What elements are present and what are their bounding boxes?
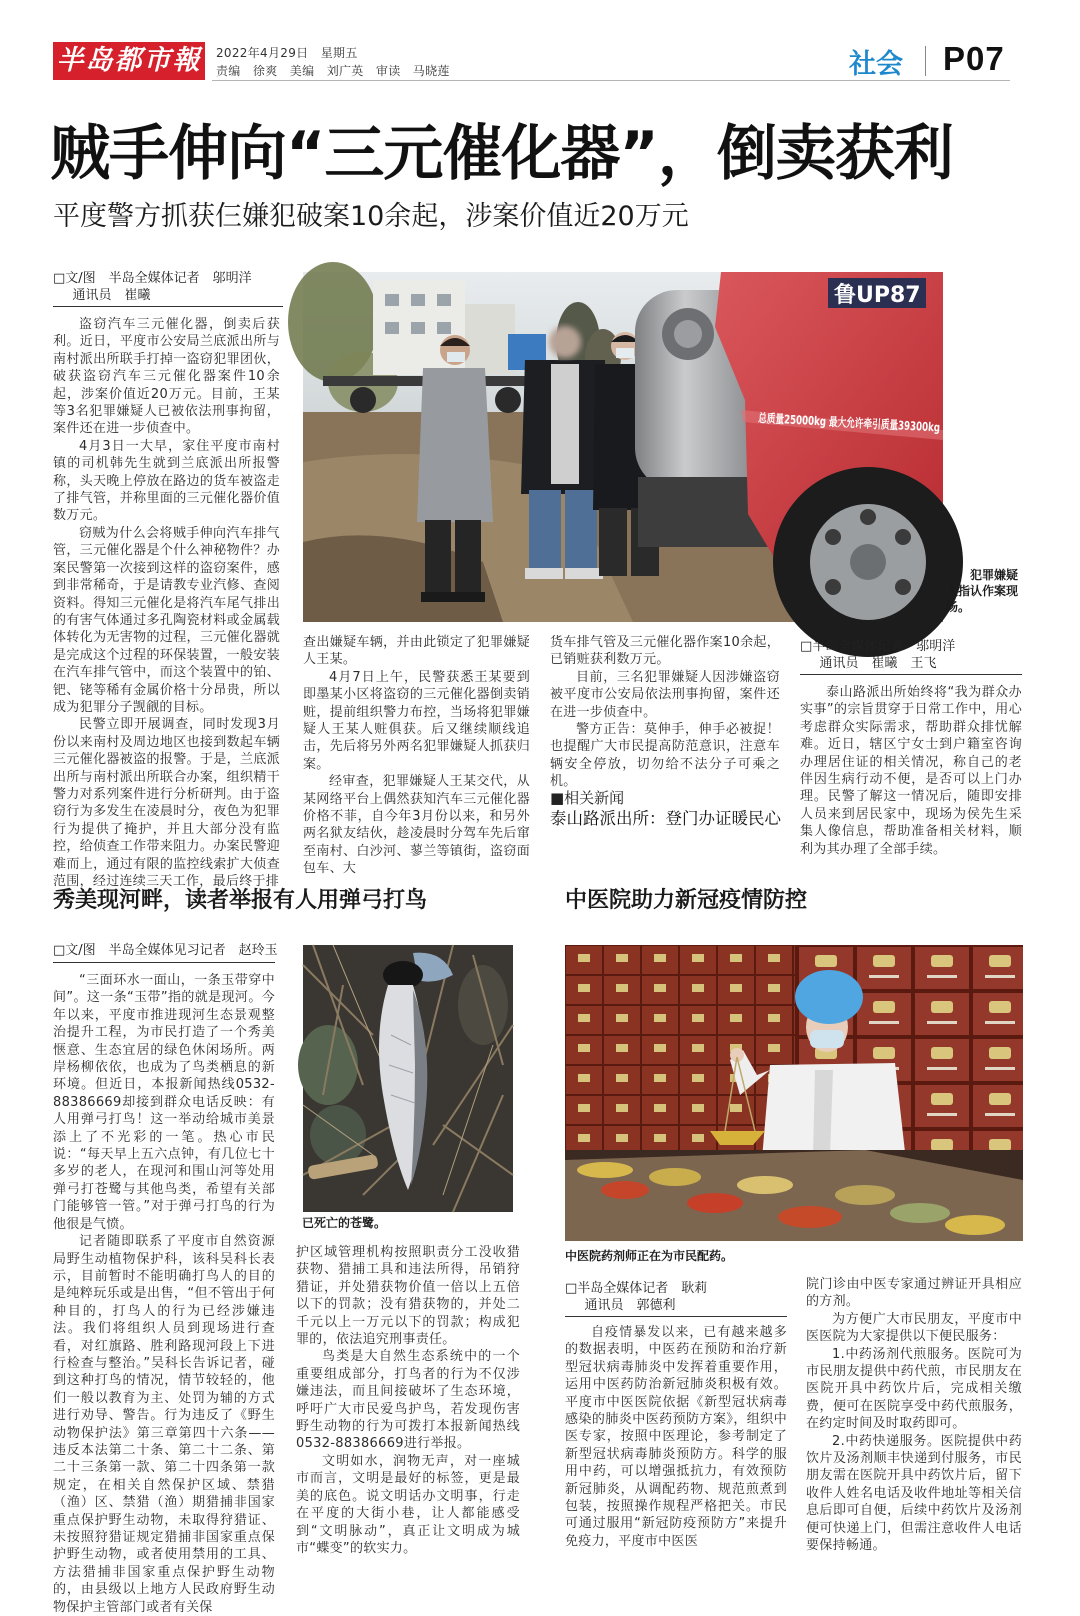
tcm-photo (565, 945, 1023, 1241)
paragraph: 4月3日一大早，家住平度市南村镇的司机韩先生就到兰底派出所报警称，头天晚上停放在路边的货车被盗走了排气管，并称里面的三元催化器价值数万元。 (53, 438, 280, 524)
paragraph: 盗窃汽车三元催化器，倒卖后获利。近日，平度市公安局兰底派出所与南村派出所联手打掉一盗窃犯罪团伙，破获盗窃汽车三元催化器案件10余起，涉案价值近20万元。目前，王某等3名犯罪嫌疑人已被依法刑事拘留，案件还在进一步侦查中。 (53, 317, 280, 437)
license-plate-text: 鲁UP87 (834, 283, 921, 308)
related-news-body (800, 684, 1022, 857)
byline-correspondent: 通讯员 郭德利 (584, 1298, 676, 1313)
byline-reporter: □文/图 半岛全媒体记者 邬明洋 (53, 271, 252, 286)
byline-correspondent: 通讯员 崔曦 王飞 (819, 656, 937, 671)
paragraph: 查出嫌疑车辆，并由此锁定了犯罪嫌疑人王某。 (303, 635, 530, 668)
tcm-story-byline (565, 1280, 787, 1314)
editor-credits: 责编 徐爽 美编 刘广英 审读 马晓莲 (216, 64, 450, 78)
byline-reporter: □半岛全媒体记者 耿莉 (565, 1281, 708, 1296)
paragraph: 1.中药汤剂代煎服务。医院可为市民朋友提供中药代煎，市民朋友在医院开具中药饮片后，完成相关缴费，便可在医院享受中药代煎服务，在约定时间及时取药即可。 (806, 1346, 1022, 1432)
paragraph: 记者随即联系了平度市自然资源局野生动植物保护科，该科吴科长表示，目前暂时不能明确打鸟人的目的是纯粹玩乐或是出售，“但不管出于何种目的，打鸟人的行为已经涉嫌违法。我们将组织人员到现场进行查看，对红旗路、胜利路现河段上下进行检查与整治。”吴科长告诉记者，碰到这种打鸟的情况，情节较轻的，他们一般以教育为主、处罚为辅的方式进行劝导、警告。行为违反了《野生动物保护法》第三章第四十六条——违反本法第二十条、第二十二条、第二十三条第一款、第二十四条第一款规定，在相关自然保护区域、禁猎（渔）区、禁猎（渔）期猎捕非国家重点保护野生动物，未取得狩猎证、未按照狩猎证规定猎捕非国家重点保护野生动物，或者使用禁用的工具、方法猎捕非国家重点保护野生动物的，由县级以上地方人民政府野生动物保护主管部门或者有关保 (53, 1234, 275, 1615)
paragraph: 院门诊由中医专家通过辨证开具相应的方剂。 (806, 1277, 1022, 1310)
tcm-photo-caption: 中医院药剂师正在为市民配药。 (565, 1249, 734, 1263)
page-number: P07 (943, 40, 1005, 77)
lead-subheadline: 平度警方抓获仨嫌犯破案10余起，涉案价值近20万元 (53, 201, 689, 232)
bird-column-2 (296, 1244, 520, 1564)
bird-photo-image (303, 945, 513, 1212)
paragraph: “三面环水一面山，一条玉带穿中间”。这一条“玉带”指的就是现河。今年以来，平度市推进现河生态景观整治提升工程，为市民打造了一个秀美惬意、生态宜居的绿色休闲场所。两岸杨柳依依，也成为了鸟类栖息的新环境。但近日，本报新闻热线0532-88386669却接到群众电话反映：有人用弹弓打鸟！这一举动给城市美景添上了不光彩的一笔。热心市民说：“每天早上五六点钟，有几位七十多岁的老人，在现河和围山河等处用弹弓打苍鹭与其他鸟类，希望有关部门能够管一管。”对于弹弓打鸟的行为他很是气愤。 (53, 973, 275, 1232)
issue-date: 2022年4月29日 星期五 (216, 46, 358, 60)
paragraph: 窃贼为什么会将贼手伸向汽车排气管，三元催化器是个什么神秘物件？办案民警第一次接到这样的盗窃案件，感到非常稀奇，于是请教专业汽修、查阅资料。得知三元催化是将汽车尾气排出的有害气体通过多孔陶瓷材料或金属载体转化为无害物的过程，三元催化器就是完成这个过程的环保装置，一般安装在汽车排气管中，而这个装置中的铂、钯、铑等稀有金属价格十分昂贵，所以成为犯罪分子觊觎的目标。 (53, 525, 280, 715)
paragraph: 货车排气管及三元催化器作案10余起，已销赃获利数万元。 (550, 635, 780, 668)
surgical-cap (795, 970, 863, 1024)
paragraph: 经审查，犯罪嫌疑人王某交代，从某网络平台上偶然获知汽车三元催化器价格不菲，自今年3月份以来，和另外两名狱友结伙，趁凌晨时分驾车先后窜至南村、白沙河、蓼兰等镇街，盗窃面包车、大 (303, 774, 530, 877)
related-byline (800, 638, 1022, 672)
byline-rule (53, 962, 275, 963)
lead-photo-caption: 犯罪嫌疑人指认作案现场。 (946, 568, 1019, 614)
byline-correspondent: 通讯员 崔曦 (72, 288, 151, 303)
paragraph: 目前，三名犯罪嫌疑人因涉嫌盗窃被平度市公安局依法刑事拘留，案件还在进一步侦查中。 (550, 669, 780, 720)
byline-rule (53, 306, 283, 307)
lead-column-1 (53, 316, 280, 889)
paragraph: 护区域管理机构按照职责分工没收猎获物、猎捕工具和违法所得，吊销狩猎证，并处猎获物价值一倍以上五倍以下的罚款；没有猎获物的，并处二千元以上一万元以下的罚款；构成犯罪的，依法追究刑事责任。 (296, 1245, 520, 1348)
section-name: 社会 (849, 49, 903, 80)
byline-rule (565, 1316, 787, 1317)
related-news-label: ■相关新闻 (550, 789, 625, 807)
paragraph: 鸟类是大自然生态系统中的一个重要组成部分，打鸟者的行为不仅涉嫌违法，而且间接破坏了生态环境，呼吁广大市民爱鸟护鸟，若发现伤害野生动物的行为可拨打本报新闻热线0532-88386669进行举报。 (296, 1349, 520, 1452)
tcm-column-2 (806, 1276, 1022, 1566)
byline-rule (800, 674, 1022, 675)
bird-story-headline: 秀美现河畔，读者举报有人用弹弓打鸟 (53, 888, 428, 913)
bird-column-1 (53, 972, 275, 1615)
paragraph: 民警立即开展调查，同时发现3月份以来南村及周边地区也接到数起车辆三元催化器被盗的报警。于是，兰底派出所与南村派出所联合办案，组织精干警力对系列案件进行分析研判。由于盗窃行为多发生在凌晨时分，夜色为犯罪行为提供了掩护，并且大部分没有监控，给侦查工作带来阻力。办案民警迎难而上，通过有限的监控线索扩大侦查范围，经过连续三天工作，最后终于排 (53, 717, 280, 889)
paragraph: 警方正告：莫伸手，伸手必被捉！也提醒广大市民提高防范意识，注意车辆安全停放，切勿给不法分子可乘之机。 (550, 722, 780, 790)
tcm-story-headline: 中医院助力新冠疫情防控 (565, 888, 808, 913)
lead-byline (53, 270, 285, 304)
lead-column-2 (303, 634, 530, 877)
paragraph: 为方便广大市民朋友，平度市中医医院为大家提供以下便民服务： (806, 1311, 1022, 1345)
lead-column-3 (550, 634, 780, 790)
paragraph: 自疫情暴发以来，已有越来越多的数据表明，中医药在预防和治疗新型冠状病毒肺炎中发挥着重要作用，运用中医药防治新冠肺炎积极有效。平度市中医医院依据《新型冠状病毒感染的肺炎中医药预防方案》，组织中医专家，按照中医理论，参考制定了新型冠状病毒肺炎预防方。科学的服用中药，可以增强抵抗力，有效预防新冠肺炎，从调配药物、规范煎煮到包装，按照操作规程严格把关。市民可通过服用“新冠防疫预防方”来提升免疫力，平度市中医医 (565, 1325, 787, 1549)
bird-photo-caption: 已死亡的苍鹭。 (302, 1216, 387, 1230)
paragraph: 4月7日上午，民警获悉王某要到即墨某小区将盗窃的三元催化器倒卖销赃，提前组织警力布控，当场将犯罪嫌疑人王某人赃俱获。后又继续顺线追击，先后将另外两名犯罪嫌疑人抓获归案。 (303, 669, 530, 772)
tcm-column-1 (565, 1324, 787, 1564)
truck-weight-label: 总质量25000kg 最大允许牵引质量39300kg (757, 411, 1012, 439)
tcm-photo-image (565, 945, 1023, 1241)
newspaper-logo: 半岛都市報 (53, 42, 205, 80)
byline-reporter: □半岛全媒体记者 邬明洋 (800, 639, 956, 654)
lead-headline: 贼手伸向“三元催化器”，倒卖获利 (50, 119, 953, 189)
drawer-wall-left (565, 945, 795, 1155)
bird-story-byline: □文/图 半岛全媒体见习记者 赵玲玉 (53, 943, 278, 958)
related-news-headline: 泰山路派出所：登门办证暖民心 (550, 809, 781, 828)
bird-photo (303, 945, 513, 1212)
masthead-divider (925, 46, 926, 76)
paragraph: 2.中药快递服务。医院提供中药饮片及汤剂顺丰快递到付服务，市民朋友需在医院开具中药饮片后，留下收件人姓名电话及收件地址等相关信息后即可自便，后续中药饮片及汤剂便可快递上门，但需注意收件人电话要保持畅通。 (806, 1433, 1022, 1554)
herb-counter (565, 1150, 1023, 1241)
paragraph: 泰山路派出所始终将“我为群众办实事”的宗旨贯穿于日常工作中，用心考虑群众实际需求，帮助群众排忧解难。近日，辖区宁女士到户籍室咨询办理居住证的相关情况，称自己的老伴因生病行动不便，是否可以上门办理。民警了解这一情况后，随即安排人员来到居民家中，现场为侯先生采集人像信息，帮助准备相关材料，顺利为其办理了全部手续。 (800, 685, 1022, 857)
paragraph: 文明如水，润物无声，对一座城市而言，文明是最好的标签，更是最美的底色。说文明话办文明事，行走在平度的大街小巷，让人都能感受到“文明脉动”，真正让文明成为城市“蝶变”的软实力。 (296, 1453, 520, 1556)
